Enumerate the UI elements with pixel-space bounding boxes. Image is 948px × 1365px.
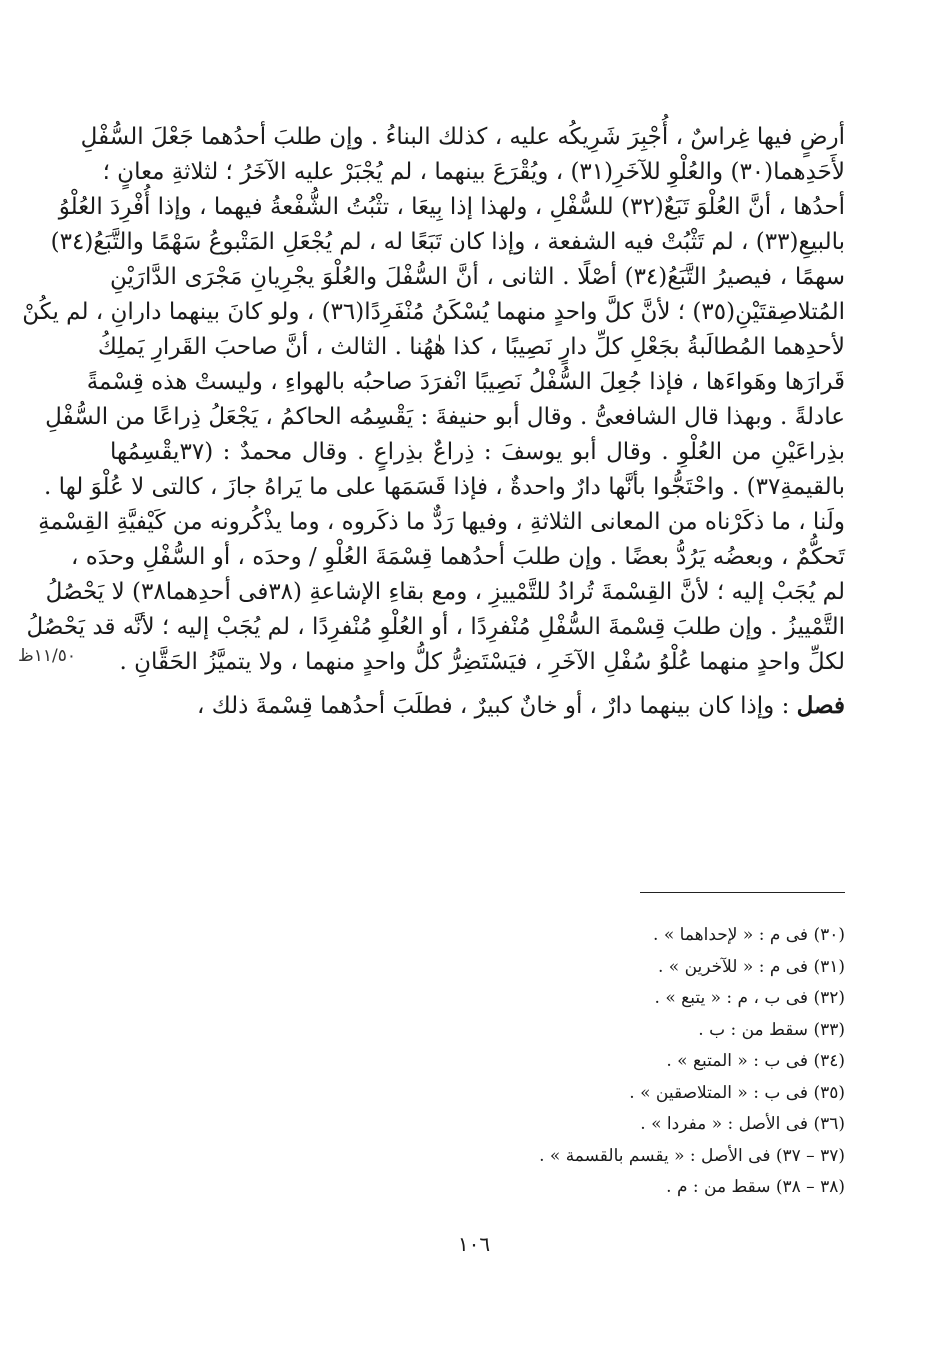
text-line: تَحكُّمٌ ، وبعضُه يَرُدُّ بعضًا . وإن طلبَ أحدُهما قِسْمَةَ العُلْوِ / وحدَه ، أو السُّفْلِ وحدَه ، (70, 544, 845, 570)
text-line: لأَحَدِهما(٣٠) والعُلْوِ للآخَرِ(٣١) ، ويُقْرَعَ بينهما ، لم يُجْبَرْ عليه الآخَرُ ؛ لثلاثةِ معانٍ ؛ (102, 159, 845, 185)
margin-folio-note: ١١/٥٠ظ (18, 646, 76, 666)
footnote: (٣٢) فى ب ، م : « يتبع » . (654, 988, 845, 1008)
page (18, 120, 845, 1260)
section-heading: فصل (796, 692, 845, 719)
text-line: بالقيمةِ٣٧) . واحْتَجُّوا بأنَّها دارٌ واحدةٌ ، فإذا قَسَمَها على ما يَراهُ جازَ ، كالتى لا عُلْوَ لها . (44, 474, 845, 500)
section-text: : وإذا كان بينهما دارٌ ، أو خانٌ كبيرٌ ، فطلَبَ أحدُهما قِسْمةَ ذلك ، (196, 693, 790, 719)
footnote: (٣٤) فى ب : « المتبع » . (666, 1051, 845, 1071)
text-line: لأحدِهما المُطالَبةُ بجَعْلِ كلِّ دارٍ نَصِيبًا ، كذا هٰهُنا . الثالث ، أنَّ صاحبَ القَرارِ يَملِكُ (97, 334, 845, 360)
text-line: بالبيعِ(٣٣) ، لم تَثْبُتْ فيه الشفعة ، وإذا كان تَبَعًا له ، لم يُجْعَلِ المَتْبوعُ سَهْمًا والتَّبَعُ(٣٤) (50, 229, 845, 255)
footnote-divider (640, 892, 845, 893)
footnote: (٣٠) فى م : « لإحداهما » . (653, 925, 845, 945)
footnote: (٣٥) فى ب : « المتلاصقين » . (629, 1082, 845, 1103)
section-paragraph (110, 688, 845, 724)
text-line: لكلِّ واحدٍ منهما عُلْوُ سُفْلِ الآخَرِ ، فيَسْتَضِرُّ كلُّ واحدٍ منهما ، ولا يتميَّزُ الحَقَّانِ . (119, 649, 845, 675)
footnote: (٣٣) سقط من : ب . (698, 1019, 845, 1040)
text-line: أرضٍ فيها غِراسٌ ، أُجْبِرَ شَرِيكُه عليه ، كذلك البناءُ . وإن طلبَ أحدُهما جَعْلَ السُّفْلِ (80, 124, 845, 150)
footnote: (٣١) فى م : « للآخرين » . (657, 956, 845, 977)
text-line: سهمًا ، فيصيرُ التَّبَعُ(٣٤) أصْلًا . الثانى ، أنَّ السُّفْلَ والعُلْوَ يجْرِيانِ مَجْرَى الدَّارَيْنِ (110, 264, 845, 290)
text-line: التَّمْييزُ . وإن طلبَ قِسْمةَ السُّفْلِ مُنْفرِدًا ، أو العُلْوِ مُنْفرِدًا ، لم يُجَبْ إليه ؛ لأنَّه قد يَحْصُلُ (26, 614, 845, 640)
footnote: (٣٨ – ٣٨) سقط من : م . (666, 1177, 845, 1197)
text-line: ولَنا ، ما ذكَرْناه من المعانى الثلاثةِ ، وفيها رَدٌّ ما ذكَروه ، وما يذْكُرونه من كَيْفيَّةِ القِسْمةِ (38, 509, 845, 535)
footnote: (٣٧ – ٣٧) فى الأصل : « يقسم بالقسمة » . (539, 1145, 845, 1166)
text-line: أحدُها ، أنَّ العُلْوَ تَبَعٌ(٣٢) للسُّفْلِ ، ولهذا إذا بِيعَا ، تثْبُتُ الشُّفْعةُ فيهما ، وإذا أُفْرِدَ العُلْوُ (58, 194, 845, 220)
text-line: قَرارَها وهَواءَها ، فإذا جُعِلَ السُّفْلُ نَصِيبًا انْفرَدَ صاحبُه بالهواءِ ، وليستْ هذه قِسْمةً (86, 369, 845, 395)
page-number: ١٠٦ (457, 1232, 491, 1256)
text-line: بذِراعَيْنِ من العُلْوِ . وقال أبو يوسفَ : ذِراعٌ بذِراعٍ . وقال محمدٌ : (٣٧يقْسِمُها (110, 439, 845, 465)
footnotes (410, 920, 845, 1204)
footnote: (٣٦) فى الأصل : « مفردا » . (640, 1114, 845, 1134)
text-line: المُتلاصِقتَيْنِ(٣٥) ؛ لأنَّ كلَّ واحدٍ منهما يُسْكَنُ مُنْفَرِدًا(٣٦) ، ولو كانَ بينهما دارانِ ، لم يكُنْ (22, 299, 845, 325)
text-line: عادلةً . وبهذا قال الشافعىُّ . وقال أبو حنيفةَ : يَقْسِمُه الحاكمُ ، يَجْعَلُ ذِراعًا من السُّفْلِ (45, 404, 845, 430)
text-line: لم يُجَبْ إليه ؛ لأنَّ القِسْمةَ تُرادُ للتَّمْييزِ ، ومع بقاءِ الإشاعةِ (٣٨فى أحدِهما٣٨) لا يَحْصُلُ (45, 579, 845, 605)
